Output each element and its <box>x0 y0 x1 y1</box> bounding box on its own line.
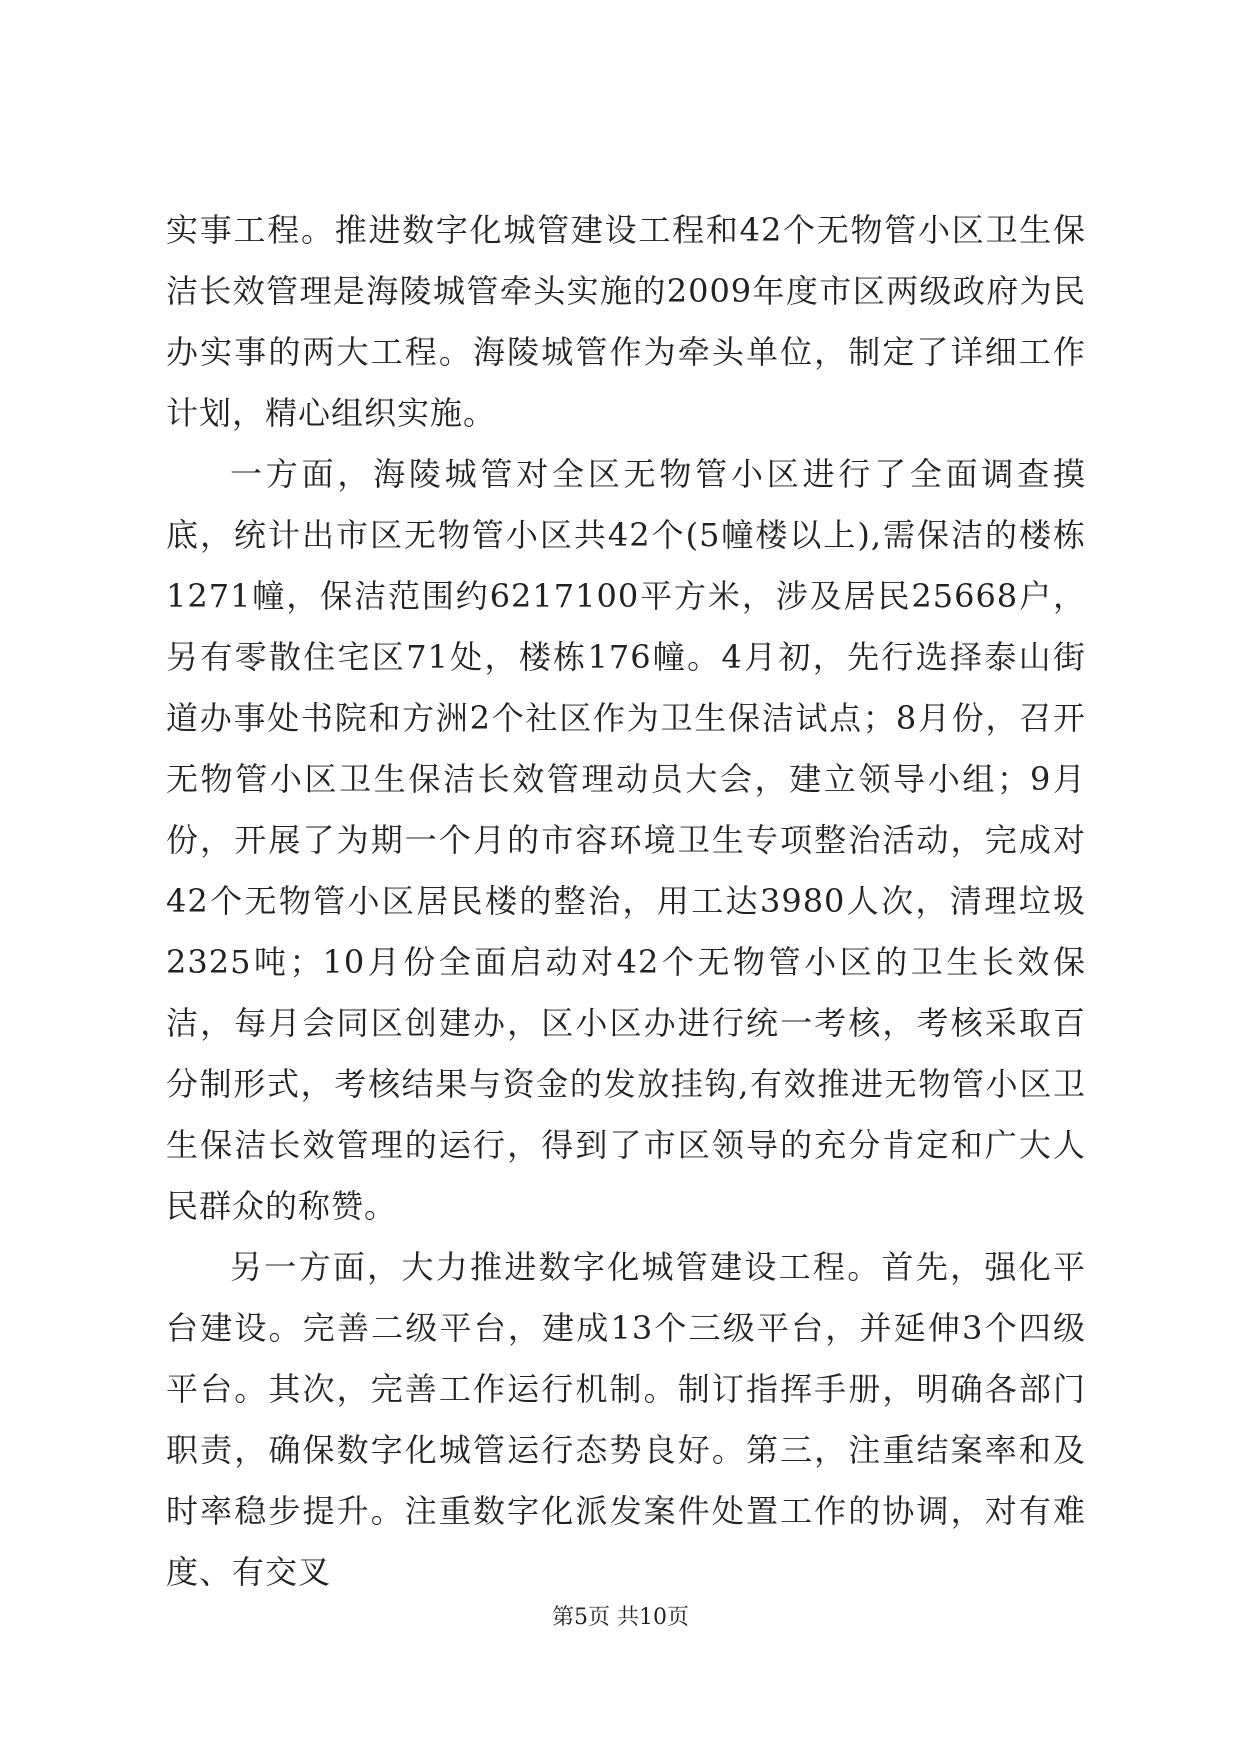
paragraph-3: 另一方面，大力推进数字化城管建设工程。首先，强化平台建设。完善二级平台，建成13个三级平台，并延伸3个四级平台。其次，完善工作运行机制。制订指挥手册，明确各部门职责，确保数字化城管运行态势良好。第三，注重结案率和及时率稳步提升。注重数字化派发案件处置工作的协调，对有难度、有交叉 <box>166 1248 1086 1591</box>
document-body <box>166 200 1086 1603</box>
paragraph-1: 实事工程。推进数字化城管建设工程和42个无物管小区卫生保洁长效管理是海陵城管牵头实施的2009年度市区两级政府为民办实事的两大工程。海陵城管作为牵头单位，制定了详细工作计划，精心组织实施。 <box>166 211 1086 432</box>
paragraph-2: 一方面，海陵城管对全区无物管小区进行了全面调查摸底，统计出市区无物管小区共42个(5幢楼以上),需保洁的楼栋1271幢，保洁范围约6217100平方米，涉及居民25668户，另有零散住宅区71处，楼栋176幢。4月初，先行选择泰山街道办事处书院和方洲2个社区作为卫生保洁试点；8月份，召开无物管小区卫生保洁长效管理动员大会，建立领导小组；9月份，开展了为期一个月的市容环境卫生专项整治活动，完成对42个无物管小区居民楼的整治，用工达3980人次，清理垃圾2325吨；10月份全面启动对42个无物管小区的卫生长效保洁，每月会同区创建办，区小区办进行统一考核，考核采取百分制形式，考核结果与资金的发放挂钩,有效推进无物管小区卫生保洁长效管理的运行，得到了市区领导的充分肯定和广大人民群众的称赞。 <box>166 455 1086 1225</box>
page-number-footer: 第5页 共10页 <box>552 1605 689 1630</box>
